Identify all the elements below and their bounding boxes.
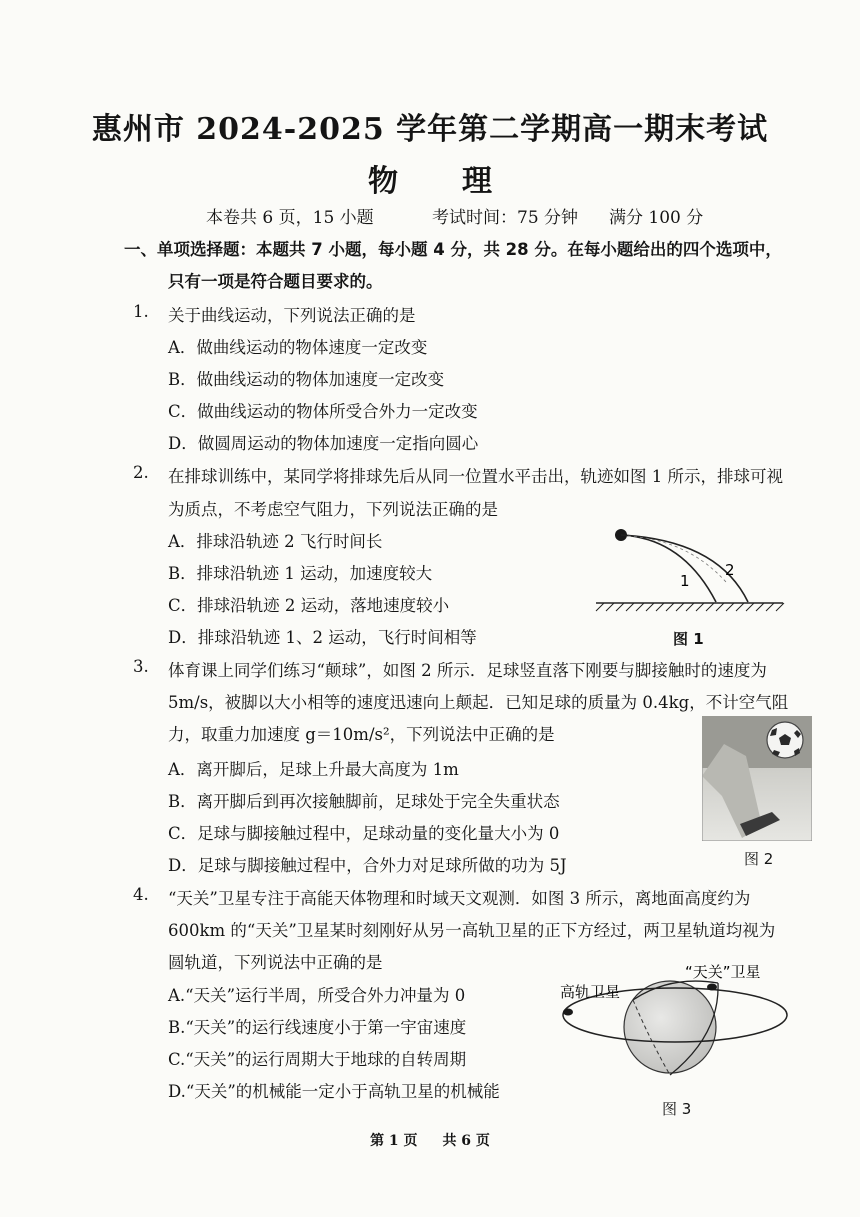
question-option: A．离开脚后，足球上升最大高度为 1m xyxy=(168,760,459,779)
subject-char-1: 物 xyxy=(368,164,398,199)
trajectory-1-label: 1 xyxy=(680,572,690,590)
question-number: 3. xyxy=(133,657,149,676)
question-option: D．做圆周运动的物体加速度一定指向圆心 xyxy=(168,434,479,453)
question-option: B．排球沿轨迹 1 运动，加速度较大 xyxy=(168,564,433,583)
subject-char-2: 理 xyxy=(462,164,492,199)
earth-sphere xyxy=(624,981,716,1073)
question-option: C．做曲线运动的物体所受合外力一定改变 xyxy=(168,402,478,421)
question-stem: 在排球训练中，某同学将排球先后从同一位置水平击出，轨迹如图 1 所示，排球可视 xyxy=(168,467,783,486)
section-header-line2: 只有一项是符合题目要求的。 xyxy=(168,272,383,291)
question-option: B.“天关”的运行线速度小于第一宇宙速度 xyxy=(168,1018,467,1037)
question-option: D．排球沿轨迹 1、2 运动，飞行时间相等 xyxy=(168,628,477,647)
question-stem: 圆轨道，下列说法中正确的是 xyxy=(168,953,383,972)
question-option: B．离开脚后到再次接触脚前，足球处于完全失重状态 xyxy=(168,792,560,811)
question-option: B．做曲线运动的物体加速度一定改变 xyxy=(168,370,445,389)
info-pages: 本卷共 6 页，15 小题 xyxy=(206,208,374,228)
question-number: 2. xyxy=(133,463,149,482)
subject-title xyxy=(0,156,860,200)
figure-1-caption: 图 1 xyxy=(673,630,704,648)
figure-3-caption: 图 3 xyxy=(662,1100,692,1118)
question-stem: “天关”卫星专注于高能天体物理和时域天文观测．如图 3 所示，离地面高度约为 xyxy=(168,889,751,908)
question-stem: 关于曲线运动，下列说法正确的是 xyxy=(168,306,416,325)
question-stem: 600km 的“天关”卫星某时刻刚好从另一高轨卫星的正下方经过，两卫星轨道均视为 xyxy=(168,921,776,940)
figure-3-orbit-diagram xyxy=(550,955,850,1105)
question-stem: 为质点，不考虑空气阻力，下列说法正确的是 xyxy=(168,500,498,519)
question-option: C．足球与脚接触过程中，足球动量的变化量大小为 0 xyxy=(168,824,560,843)
high-orbit-satellite-icon xyxy=(563,1009,573,1016)
question-option: C．排球沿轨迹 2 运动，落地速度较小 xyxy=(168,596,450,615)
section-header-line1: 一、单项选择题：本题共 7 小题，每小题 4 分，共 28 分。在每小题给出的四个选项中， xyxy=(124,240,782,259)
question-stem: 体育课上同学们练习“颠球”，如图 2 所示．足球竖直落下刚要与脚接触时的速度为 xyxy=(168,661,767,680)
trajectory-guide xyxy=(628,536,726,582)
question-number: 1. xyxy=(133,302,149,321)
page-footer xyxy=(0,1130,860,1150)
page-number: 第 1 页 xyxy=(370,1133,418,1149)
question-stem: 力，取重力加速度 g＝10m/s²，下列说法中正确的是 xyxy=(168,725,555,744)
page-total: 共 6 页 xyxy=(442,1133,490,1149)
exam-title: 惠州市 2024-2025 学年第二学期高一期末考试 xyxy=(91,112,769,147)
info-score: 满分 100 分 xyxy=(609,208,704,228)
info-time: 考试时间：75 分钟 xyxy=(432,208,579,228)
question-option: A．排球沿轨迹 2 飞行时间长 xyxy=(168,532,383,551)
question-number: 4. xyxy=(133,885,149,904)
question-option: D.“天关”的机械能一定小于高轨卫星的机械能 xyxy=(168,1082,500,1101)
trajectory-1 xyxy=(621,535,716,602)
figure-2-football-photo xyxy=(702,716,812,841)
question-stem: 5m/s，被脚以大小相等的速度迅速向上颠起．已知足球的质量为 0.4kg，不计空气阻 xyxy=(168,693,789,712)
high-orbit-satellite-label: 高轨卫星 xyxy=(560,983,621,1001)
question-option: A.“天关”运行半周，所受合外力冲量为 0 xyxy=(168,986,466,1005)
tianguan-satellite-icon xyxy=(707,984,717,991)
question-option: D．足球与脚接触过程中，合外力对足球所做的功为 5J xyxy=(168,856,567,875)
figure-2-caption: 图 2 xyxy=(744,850,774,868)
question-option: A．做曲线运动的物体速度一定改变 xyxy=(168,338,428,357)
ground-hatch xyxy=(596,603,784,611)
trajectory-2-label: 2 xyxy=(725,561,735,579)
tianguan-satellite-label: “天关”卫星 xyxy=(685,963,761,981)
question-option: C.“天关”的运行周期大于地球的自转周期 xyxy=(168,1050,467,1069)
